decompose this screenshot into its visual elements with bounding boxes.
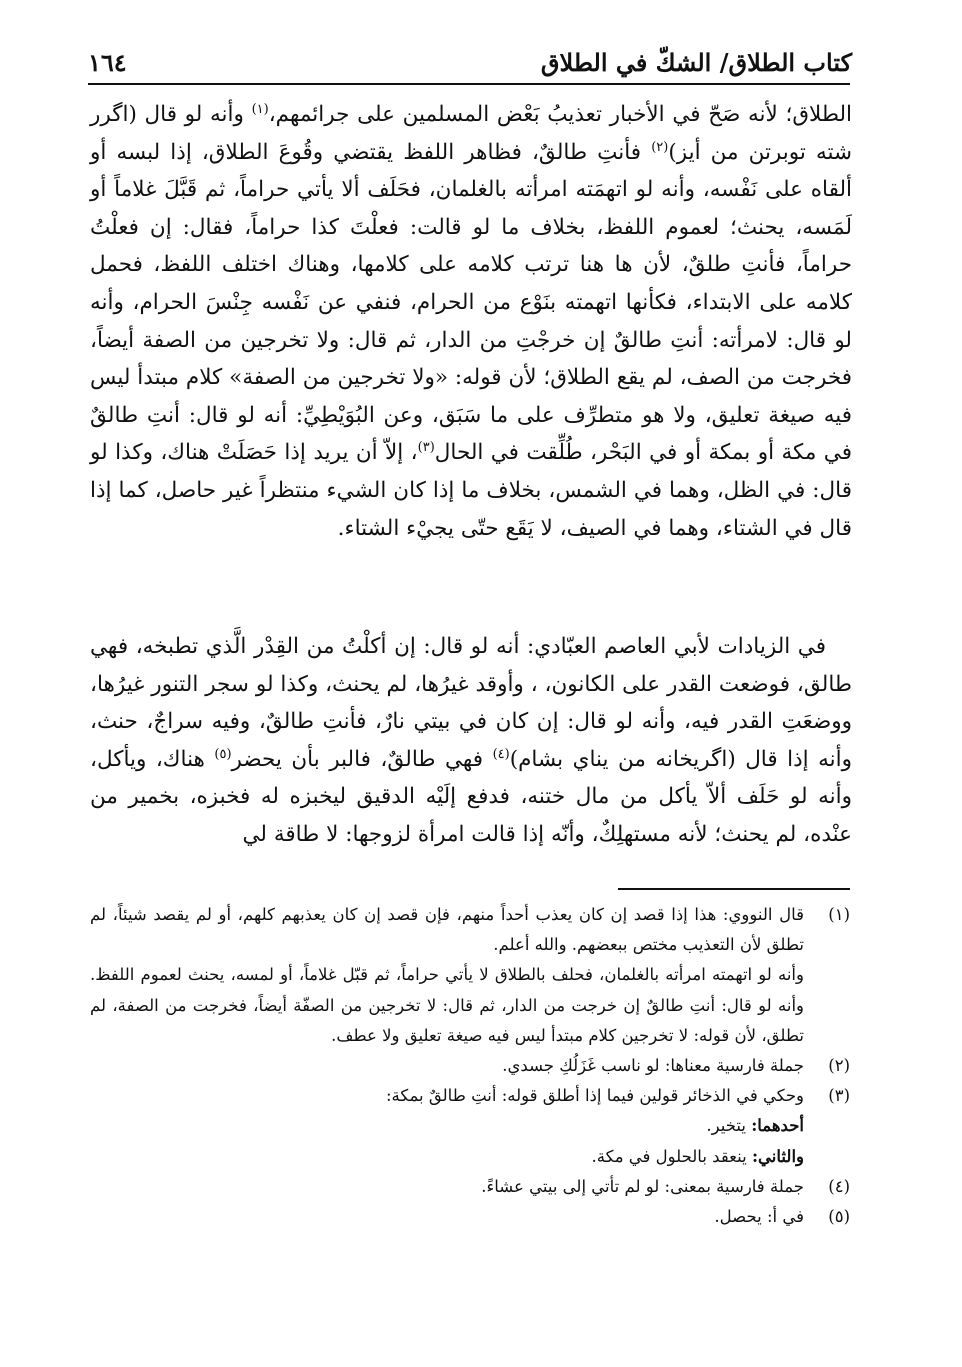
footnote-number: (٢) [828, 1056, 850, 1076]
p1-text-b: وأنه لو قال (اگرر شته توبرتن من أيز) [90, 102, 852, 165]
chapter-title: كتاب الطلاق/ الشكّ في الطلاق [540, 47, 852, 77]
main-paragraph-1 [90, 96, 852, 547]
footnote-line: جملة فارسية معناها: لو ناسب غَزَلُكِ جسدي. [502, 1056, 804, 1076]
footnote-mark-3: (٣) [417, 440, 435, 456]
footnote-option-label: أحدهما: [751, 1116, 804, 1136]
footnote-1 [90, 900, 850, 1051]
footnotes [90, 900, 850, 1232]
footnote-number: (٣) [828, 1086, 850, 1106]
footnote-mark-4: (٤) [492, 746, 510, 762]
footnote-line-option-1: أحدهما: يتخير. [706, 1116, 804, 1136]
footnote-number: (١) [828, 905, 850, 924]
footnote-3 [90, 1081, 850, 1172]
footnote-5 [90, 1202, 850, 1232]
p1-text-c: فأنتِ طالقٌ، فظاهر اللفظ يقتضي وقُوعَ الطلاق، إذا لبسه أو ألقاه على نَفْسه، وأنه لو اتهمَته امرأته بالغلمان، فحَلَف ألا يأتي حراماً، ثم قَبَّلَ غلاماً أو لَمَسه، يحنث؛ لعموم اللفظ، بخلاف ما لو قالت: فعلْتَ كذا حراماً، فقال: إن فعلْتُ حراماً، فأنتِ طلقٌ، لأن ها هنا ترتب كلامه على كلامها، وهناك اختلف اللفظ، فحمل كلامه على الابتداء، فكأنها اتهمته بنَوْع من الحرام، فنفي عن نَفْسه جِنْسَ الحرام، وأنه لو قال: لامرأته: أنتِ طالقٌ إن خرجْتِ من الدار، ثم قال: ولا تخرجين من الصفة أيضاً، فخرجت من الصف، لم يقع الطلاق؛ لأن قوله: «ولا تخرجين من الصفة» كلام مبتدأ ليس فيه صيغة تعليق، ولا هو متطرِّف على ما سَبَق، وعن البُوَيْطِيِّ: أنه لو قال: أنتِ طالقٌ في مكة أو بمكة أو في البَحْر، طُلِّقت في الحال [90, 139, 853, 466]
footnote-mark-2: (٢) [651, 139, 669, 155]
footnote-mark-1: (١) [251, 101, 269, 117]
footnote-2 [90, 1051, 850, 1081]
footnote-line: وحكي في الذخائر قولين فيما إذا أطلق قوله: أنتِ طالقٌ بمكة: [385, 1086, 804, 1106]
footnote-line: قال النووي: هذا إذا قصد إن كان يعذب أحداً منهم، فإن قصد إن كان يعذبهم كلهم، أو لم يقصد شيئاً، لم تطلق لأن التعذيب مختص ببعضهم. والله أعلم. [90, 905, 804, 955]
p2-text-c: هناك، ويأكل، وأنه لو حَلَف ألاّ يأكل من مال ختنه، فدفع إلَيْه الدقيق ليخبزه له فخبزه، بخمير من عنْده، لم يحنث؛ لأنه مستهلِكٌ، وأنّه إذا قالت امرأة لزوجها: لا طاقة لي [90, 746, 852, 847]
footnote-line-option-2: والثاني: ينعقد بالحلول في مكة. [591, 1146, 804, 1166]
p2-text-a: في الزيادات لأبي العاصم العبّادي: أنه لو قال: إن أكلْتُ من القِدْر الَّذي تطبخه، فهي طالق، فوضعت القدر على الكانون، ، وأوقد غيرُها، لم يحنث، وكذا لو سجر التنور غيرُها، ووضعَتِ القدر فيه، وأنه لو قال: إن كان في بيتي نارٌ، فأنتِ طالقٌ، وفيه سراجٌ، حنث، وأنه إذا قال (اگريخانه من يناي بشام) [90, 634, 852, 772]
running-header [88, 42, 852, 82]
p1-text-a: الطلاق؛ لأنه صَحّ في الأخبار تعذيبُ بَعْض المسلمين على جرائمهم، [268, 102, 852, 127]
footnotes-separator [618, 888, 850, 890]
footnote-4 [90, 1172, 850, 1202]
header-rule [88, 83, 850, 85]
p1-text-d: ، إلاّ أن يريد إذا حَصَلَتْ هناك، وكذا لو قال: في الظل، وهما في الشمس، بخلاف ما إذا كان الشيء منتظراً غير حاصل، كما إذا قال في الشتاء، وهما في الصيف، لا يَقَع حتّى يجيْء الشتاء. [90, 440, 852, 541]
footnote-line: جملة فارسية بمعنى: لو لم تأتي إلى بيتي عشاءً. [481, 1176, 804, 1196]
main-paragraph-2 [90, 628, 852, 854]
footnote-line: في أ: يحصل. [714, 1207, 804, 1227]
footnote-number: (٤) [828, 1176, 850, 1196]
p2-text-b: فهي طالقٌ، فالبر بأن يحضر [231, 746, 493, 772]
footnote-option-label: والثاني: [751, 1146, 804, 1166]
footnote-number: (٥) [828, 1207, 850, 1227]
footnote-line: وأنه لو اتهمته امرأته بالغلمان، فحلف بالطلاق لا يأتي حراماً، ثم قبّل غلاماً، أو لمسه، يحنث لعموم اللفظ. وأنه لو قال: أنتِ طالقٌ إن خرجت من الدار، ثم قال: لا تخرجين من الصفّة أيضاً، فخرجت من الصفة، لم تطلق، لأن قوله: لا تخرجين كلام مبتدأ ليس فيه صيغة تعليق ولا عطف. [90, 965, 804, 1045]
footnote-mark-5: (٥) [214, 746, 232, 762]
page-number: ١٦٤ [88, 47, 127, 77]
